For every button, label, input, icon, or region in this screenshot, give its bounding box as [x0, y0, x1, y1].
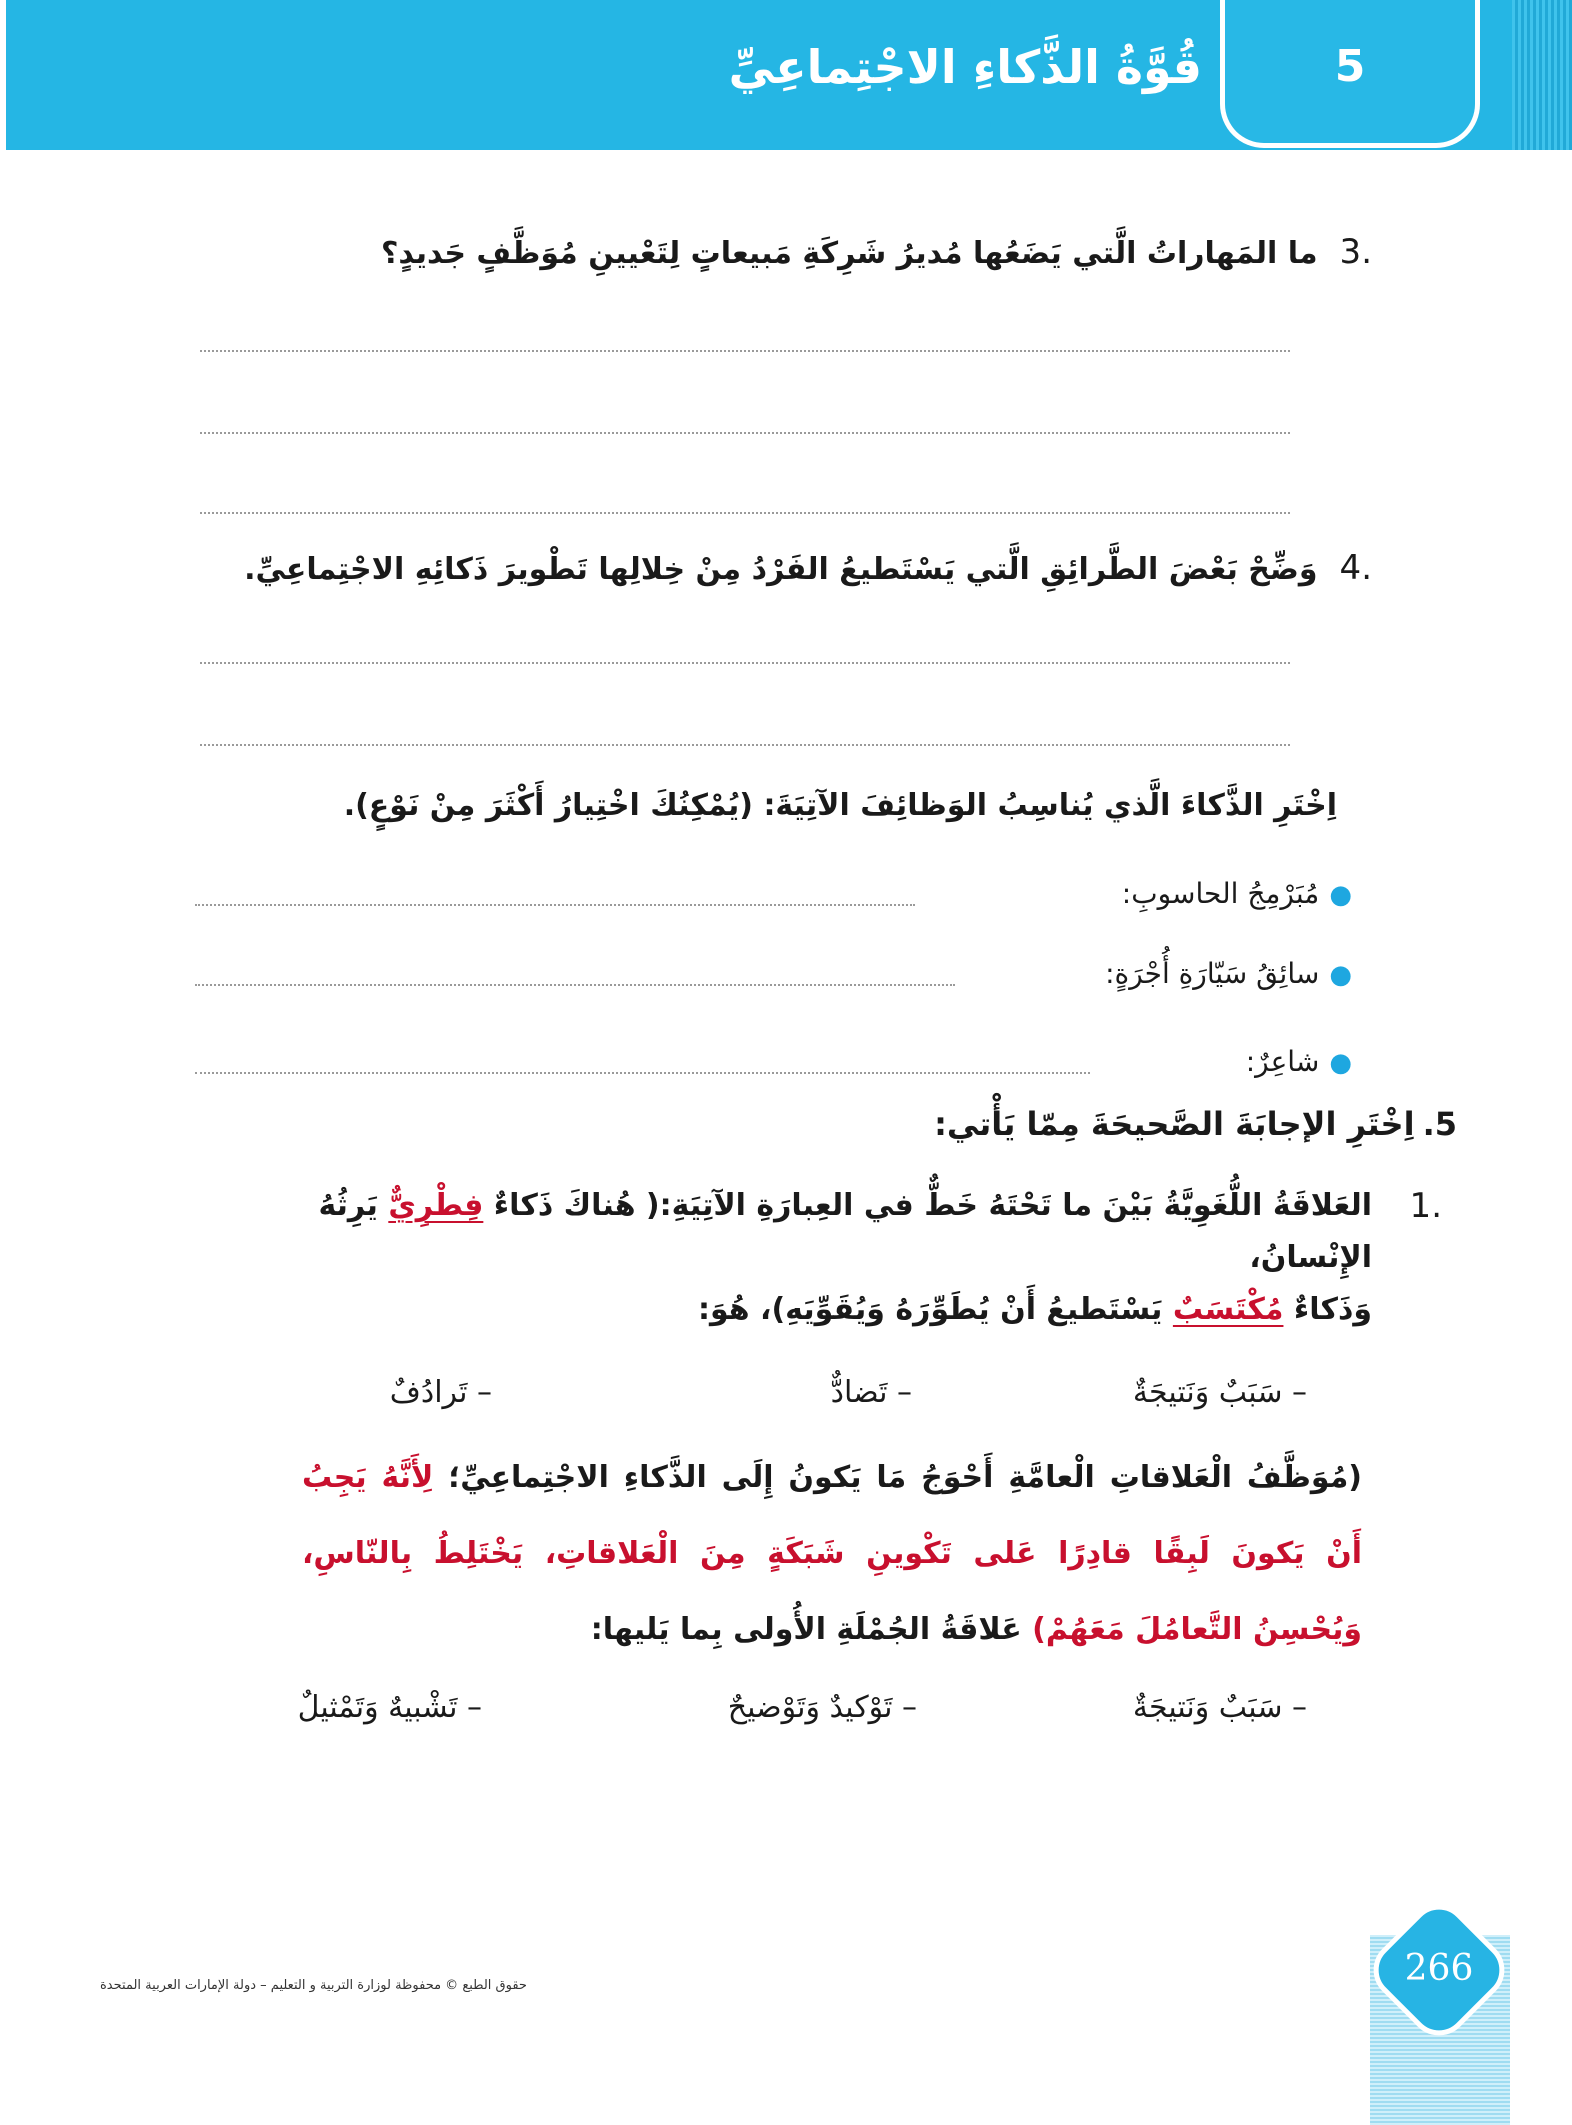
item-2-text: عَلاقَةُ الجُمْلَةِ الأُولى بِما يَليها: — [590, 1612, 1022, 1647]
banner-texture — [1512, 0, 1572, 150]
jobs-instruction: اِخْتَرِ الذَّكاءَ الَّذي يُناسِبُ الوَظائِفَ الآتِيَةَ: (يُمْكِنُكَ اخْتِيارُ أَكْثَرَ مِنْ نَوْعٍ). — [343, 788, 1337, 823]
underlined-word-2: مُكْتَسَبٌ — [1172, 1292, 1284, 1327]
answer-line[interactable] — [200, 662, 1290, 664]
option-3[interactable]: – تَشْبيهٌ وَتَمْثيلٌ — [297, 1690, 482, 1725]
item-1-text: يَرِثُهُ الإِنْسانُ، — [318, 1188, 1372, 1275]
copyright-footer: حقوق الطبع © محفوظة لوزارة التربية و التعليم – دولة الإمارات العربية المتحدة — [100, 1978, 527, 1993]
item-2-red-text: لِأَنَّهُ يَجِبُ أَنْ يَكونَ لَبِقًا قادِرًا عَلى تَكْوينِ شَبَكَةٍ مِنَ الْعَلاقاتِ، يَخْتَلِطُ بِالنّاسِ، وَيُحْسِنُ التَّعامُلَ مَعَهُمْ) — [302, 1460, 1362, 1647]
bullet-icon: ● — [1329, 1048, 1352, 1078]
option-2[interactable]: – تَوْكيدٌ وَتَوْضيحٌ — [727, 1690, 917, 1725]
job-item — [1122, 877, 1352, 910]
page-number: 266 — [1404, 1948, 1474, 1989]
job-label: مُبَرْمِجُ الحاسوبِ: — [1121, 877, 1320, 910]
job-item — [1246, 1045, 1352, 1078]
question-3-text: ما المَهاراتُ الَّتي يَضَعُها مُديرُ شَرِكَةِ مَبيعاتٍ لِتَعْيينِ مُوَظَّفٍ جَديدٍ؟ — [381, 236, 1318, 271]
question-4-number: .4 — [1339, 548, 1372, 588]
question-3 — [381, 232, 1372, 272]
item-1-text: وَذَكاءٌ — [1293, 1292, 1372, 1327]
section-5-number: 5. — [1422, 1105, 1457, 1143]
chapter-number: 5 — [1334, 41, 1366, 92]
answer-line[interactable] — [195, 984, 955, 986]
answer-line[interactable] — [200, 350, 1290, 352]
item-1-number: .1 — [1409, 1186, 1442, 1226]
question-4 — [244, 548, 1372, 588]
underlined-word-1: فِطْرِيٌّ — [388, 1188, 484, 1223]
bullet-icon: ● — [1329, 960, 1352, 990]
option-1[interactable]: – سَبَبٌ وَنَتيجَةٌ — [1132, 1690, 1307, 1725]
item-1-line-1 — [262, 1180, 1372, 1284]
chapter-title: قُوَّةُ الذَّكاءِ الاجْتِماعِيِّ — [728, 40, 1202, 94]
job-label: سائِقُ سَيّارَةِ أُجْرَةٍ: — [1105, 957, 1320, 990]
option-3[interactable]: – تَرادُفٌ — [389, 1375, 492, 1410]
item-2 — [302, 1440, 1362, 1668]
job-label: شاعِرٌ: — [1245, 1045, 1320, 1078]
option-1[interactable]: – سَبَبٌ وَنَتيجَةٌ — [1132, 1375, 1307, 1410]
job-item — [1105, 957, 1352, 990]
answer-line[interactable] — [195, 1072, 1090, 1074]
answer-line[interactable] — [195, 904, 915, 906]
chapter-number-badge — [1220, 0, 1480, 148]
answer-line[interactable] — [200, 512, 1290, 514]
bullet-icon: ● — [1329, 880, 1352, 910]
item-1-text: العَلاقَةُ اللُّغَوِيَّةُ بَيْنَ ما تَحْتَهُ خَطٌّ في العِبارَةِ الآتِيَةِ:( هُناكَ ذَكاءٌ — [493, 1188, 1372, 1223]
answer-line[interactable] — [200, 432, 1290, 434]
question-3-number: .3 — [1339, 232, 1372, 272]
answer-line[interactable] — [200, 744, 1290, 746]
question-4-text: وَضِّحْ بَعْضَ الطَّرائِقِ الَّتي يَسْتَطيعُ الفَرْدُ مِنْ خِلالِها تَطْويرَ ذَكائِهِ الاجْتِماعِيِّ. — [244, 552, 1318, 587]
item-1 — [262, 1180, 1442, 1336]
item-1-line-2 — [262, 1284, 1372, 1336]
option-2[interactable]: – تَضادٌّ — [830, 1375, 912, 1410]
item-2-text: (مُوَظَّفُ الْعَلاقاتِ الْعامَّةِ أَحْوَجُ مَا يَكونُ إِلَى الذَّكاءِ الاجْتِماعِيِّ؛ — [448, 1460, 1362, 1495]
section-5-title — [934, 1105, 1457, 1143]
item-1-text: يَسْتَطيعُ أَنْ يُطَوِّرَهُ وَيُقَوِّيَهِ)، هُوَ: — [698, 1292, 1163, 1327]
section-5-heading: اِخْتَرِ الإجابَةَ الصَّحيحَةَ مِمّا يَأْتي: — [934, 1105, 1415, 1143]
